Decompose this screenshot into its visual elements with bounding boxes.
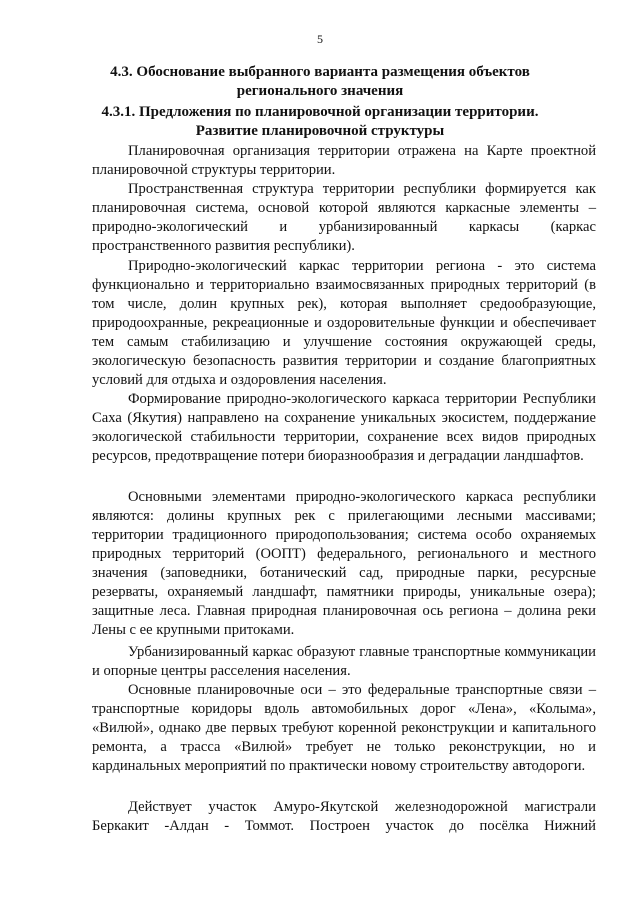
page-number: 5 <box>317 32 323 46</box>
paragraph-1: Планировочная организация территории отражена на Карте проектной планировочной структуры территории. <box>92 143 596 178</box>
paragraph-5: Основными элементами природно-экологического каркаса республики являются: долины крупных рек с прилегающими лесными массивами; территории традиционного природопользования; система особо охраняемых природных территорий (ООПТ) федерального, регионального и местного значения (заповедники, ботанический сад, природные парки, ресурсные резерваты, охраняемый ландшафт, памятники природы, уникальные озера); защитные леса. Главная природная планировочная ось региона – долина реки Лены с ее крупными притоками. <box>92 489 596 638</box>
subsection-heading-line-2: Развитие планировочной структуры <box>195 123 445 139</box>
subsection-heading-line-1: 4.3.1. Предложения по планировочной организации территории. <box>101 104 539 120</box>
paragraph-8: Действует участок Амуро-Якутской железнодорожной магистрали Беркакит -Алдан - Томмот. Построен участок до посёлка Нижний <box>92 799 596 834</box>
paragraph-2: Пространственная структура территории республики формируется как планировочная система, основой которой являются каркасные элементы – природно-экологический и урбанизированный каркасы (каркас пространственного развития республики). <box>92 181 596 254</box>
paragraph-4: Формирование природно-экологического каркаса территории Республики Саха (Якутия) направлено на сохранение уникальных экосистем, поддержание экологической стабильности территории, сохранение всех видов природных ресурсов, предотвращение потери биоразнообразия и деградации ландшафтов. <box>92 391 596 464</box>
paragraph-7: Основные планировочные оси – это федеральные транспортные связи – транспортные коридоры вдоль автомобильных дорог «Лена», «Колыма», «Вилюй», однако две первых требуют коренной реконструкции и капитального ремонта, а трасса «Вилюй» требует не только реконструкции, но и кардинальных мероприятий по практически новому строительству автодороги. <box>92 682 596 774</box>
section-heading-line-2: регионального значения <box>236 83 404 99</box>
paragraph-3: Природно-экологический каркас территории региона - это система функционально и территориально взаимосвязанных природных территорий (в том числе, долин крупных рек), которая выполняет средообразующие, природоохранные, рекреационные и оздоровительные функции и обеспечивает тем самым стабилизацию и улучшение состояния окружающей среды, экологическую безопасность развития территории и создание благоприятных условий для отдыха и оздоровления населения. <box>92 258 596 388</box>
section-heading-line-1: 4.3. Обоснование выбранного варианта размещения объектов <box>110 64 530 80</box>
paragraph-6: Урбанизированный каркас образуют главные транспортные коммуникации и опорные центры расселения населения. <box>92 644 596 679</box>
